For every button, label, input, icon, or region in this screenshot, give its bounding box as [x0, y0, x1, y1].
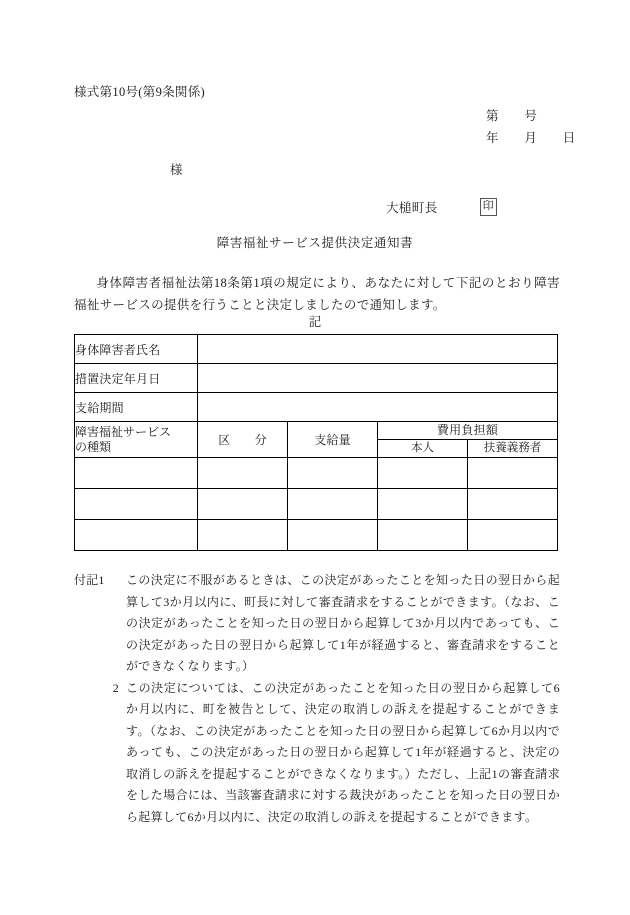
cell-amount[interactable] [288, 458, 378, 489]
cell-cost-supporter[interactable] [468, 520, 558, 551]
cell-service-type[interactable] [75, 489, 198, 520]
cell-service-type[interactable] [75, 458, 198, 489]
service-type-line-2: の種類 [75, 439, 112, 454]
cell-cost-supporter[interactable] [468, 489, 558, 520]
row-label-name: 身体障害者氏名 [75, 335, 198, 364]
row-value-name[interactable] [198, 335, 558, 364]
addressee-honorific: 様 [170, 163, 183, 177]
cell-cost-supporter[interactable] [468, 458, 558, 489]
table-header-row [75, 422, 558, 440]
cell-amount[interactable] [288, 489, 378, 520]
seal-icon: 印 [480, 198, 497, 216]
column-header-service-type [75, 422, 198, 458]
footnote-item-1 [74, 570, 560, 678]
ki-marker: 記 [308, 315, 322, 329]
issuer-name: 大槌町長 [386, 201, 438, 215]
table-row [75, 335, 558, 364]
document-number-field: 第 号 [486, 109, 538, 123]
row-value-decision-date[interactable] [198, 364, 558, 393]
body-paragraph: 身体障害者福祉法第18条第1項の規定により、あなたに対して下記のとおり障害福祉サービスの提供を行うことと決定しましたので通知します。 [74, 276, 560, 312]
table-row [75, 393, 558, 422]
cell-amount[interactable] [288, 520, 378, 551]
footnotes [74, 570, 560, 828]
service-type-line-1: 障害福祉サービス [75, 424, 172, 439]
cell-cost-self[interactable] [378, 520, 468, 551]
footnote-marker-1: 付記1 [74, 573, 105, 587]
footnote-text-1: この決定に不服があるときは、この決定があったことを知った日の翌日から起算して3か月以内に、町長に対して審査請求をすることができます。（なお、この決定があったことを知った日の翌日から起算して3か月以内であっても、この決定があった日の翌日から起算して1年が経過すると、審査請求をすることができなくなります。） [126, 573, 560, 673]
page-title: 障害福祉サービス提供決定通知書 [216, 236, 414, 250]
row-value-period[interactable] [198, 393, 558, 422]
column-header-cost-group: 費用負担額 [378, 422, 558, 440]
issuer-line [386, 198, 497, 216]
cell-service-type[interactable] [75, 520, 198, 551]
cell-cost-self[interactable] [378, 489, 468, 520]
row-label-decision-date: 措置決定年月日 [75, 364, 198, 393]
decision-details-table [74, 334, 558, 551]
table-row [75, 364, 558, 393]
row-label-period: 支給期間 [75, 393, 198, 422]
cell-category[interactable] [198, 520, 288, 551]
cell-cost-self[interactable] [378, 458, 468, 489]
column-header-cost-self: 本人 [378, 440, 468, 458]
footnote-text-2: この決定については、この決定があったことを知った日の翌日から起算して6か月以内に、町を被告として、決定の取消しの訴えを提起することができます。（なお、この決定があったことを知った日の翌日から起算して6か月以内であっても、この決定があった日の翌日から起算して1年が経過すると、決定の取消しの訴えを提起することができなくなります。）ただし、上記1の審査請求をした場合には、当該審査請求に対する裁決があったことを知った日の翌日から起算して6か月以内に、決定の取消しの訴えを提起することができます。 [126, 680, 560, 824]
document-date-field: 年 月 日 [486, 131, 576, 145]
form-number: 様式第10号(第9条関係) [74, 85, 205, 99]
table-row [75, 489, 558, 520]
footnote-marker-2: 2 [112, 680, 119, 695]
column-header-category: 区 分 [198, 422, 288, 458]
table-row [75, 458, 558, 489]
table-row [75, 520, 558, 551]
column-header-cost-supporter: 扶養義務者 [468, 440, 558, 458]
column-header-amount: 支給量 [288, 422, 378, 458]
cell-category[interactable] [198, 458, 288, 489]
footnote-item-2 [74, 678, 560, 829]
cell-category[interactable] [198, 489, 288, 520]
